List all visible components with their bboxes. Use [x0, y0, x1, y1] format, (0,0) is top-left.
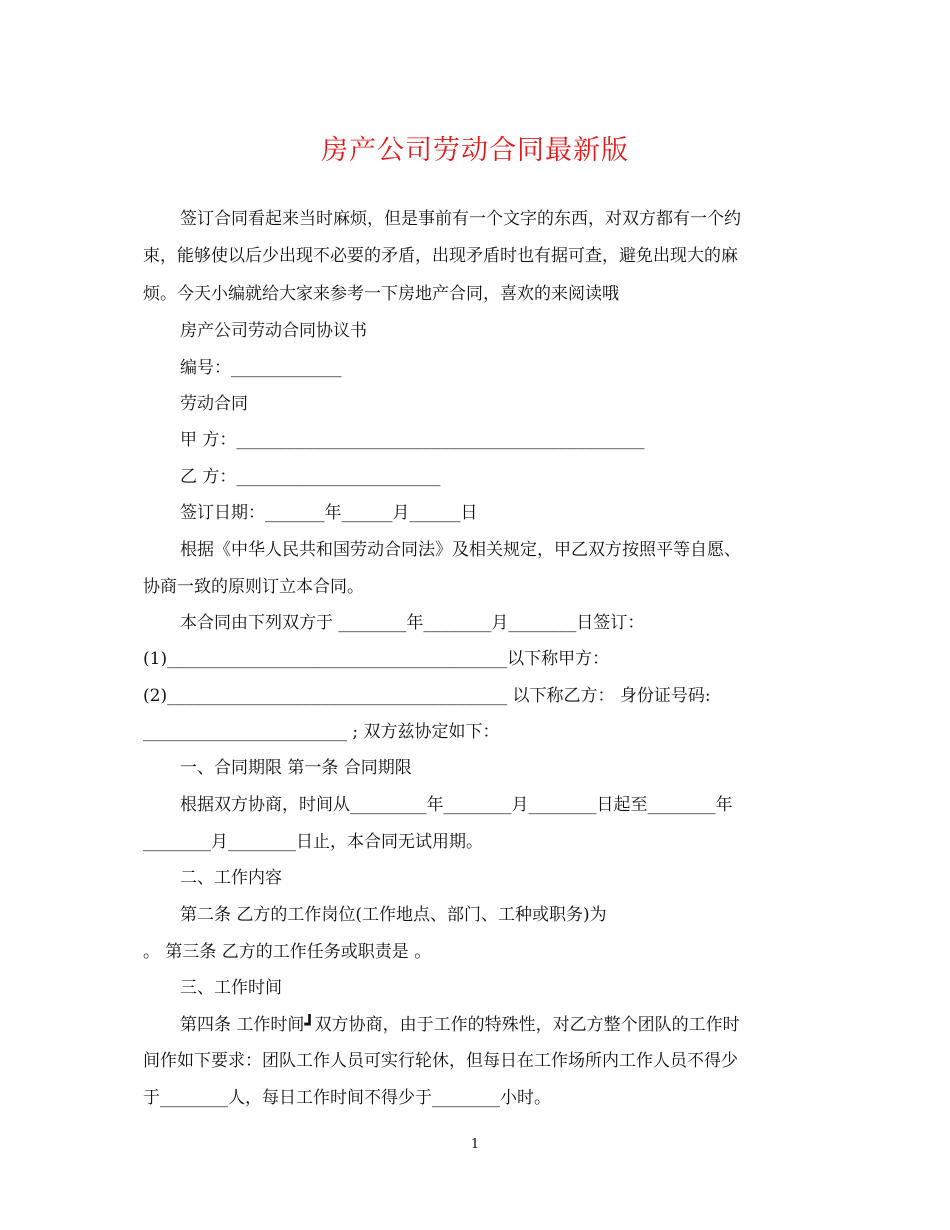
page-number: 1: [470, 1137, 480, 1152]
sign-date-field: 签订日期：_______年______月______日: [180, 503, 478, 523]
paragraph-line: 签订合同看起来当时麻烦，但是事前有一个文字的东西，对双方都有一个约: [180, 209, 741, 229]
contract-number-field: 编号：_____________: [180, 358, 342, 378]
paragraph-line: 协商一致的原则订立本合同。: [143, 577, 364, 597]
paragraph-line: ________________________ ; 双方兹协定如下：: [143, 722, 500, 742]
paragraph-line: 于________人，每日工作时间不得少于________小时。: [143, 1088, 551, 1108]
paragraph-line: 根据双方协商，时间从_________年________月________日起至________年: [180, 795, 733, 815]
paragraph-line: 。 第三条 乙方的工作任务或职责是 。: [143, 942, 432, 962]
paragraph-line: 间作如下要求：团队工作人员可实行轮休，但每日在工作场所内工作人员不得少: [143, 1051, 738, 1071]
paragraph-line: ________月________日止，本合同无试用期。: [143, 832, 483, 852]
party-a-field: 甲 方：________________________________________________: [180, 430, 645, 450]
section-heading: 二、工作内容: [180, 868, 282, 888]
paragraph-line: 第四条 工作时间┛双方协商，由于工作的特殊性，对乙方整个团队的工作时: [180, 1015, 740, 1035]
paragraph-line: 房产公司劳动合同协议书: [180, 321, 367, 341]
paragraph-line: 第二条 乙方的工作岗位(工作地点、部门、工种或职务)为: [180, 905, 607, 925]
section-heading: 三、工作时间: [180, 978, 282, 998]
paragraph-line: (2)________________________________________ 以下称乙方： 身份证号码:: [143, 686, 711, 706]
paragraph-line: 烦。今天小编就给大家来参考一下房地产合同，喜欢的来阅读哦: [143, 284, 619, 304]
party-b-field: 乙 方：________________________: [180, 467, 441, 487]
paragraph-line: 劳动合同: [180, 394, 248, 414]
paragraph-line: (1)________________________________________以下称甲方：: [143, 649, 610, 669]
section-heading: 一、合同期限 第一条 合同期限: [180, 758, 412, 778]
paragraph-line: 根据《中华人民共和国劳动合同法》及相关规定，甲乙双方按照平等自愿、: [180, 540, 741, 560]
paragraph-line: 本合同由下列双方于 ________年________月________日签订：: [180, 613, 645, 633]
paragraph-line: 束，能够使以后少出现不必要的矛盾，出现矛盾时也有据可查，避免出现大的麻: [143, 246, 738, 266]
document-title: 房产公司劳动合同最新版: [321, 135, 629, 166]
